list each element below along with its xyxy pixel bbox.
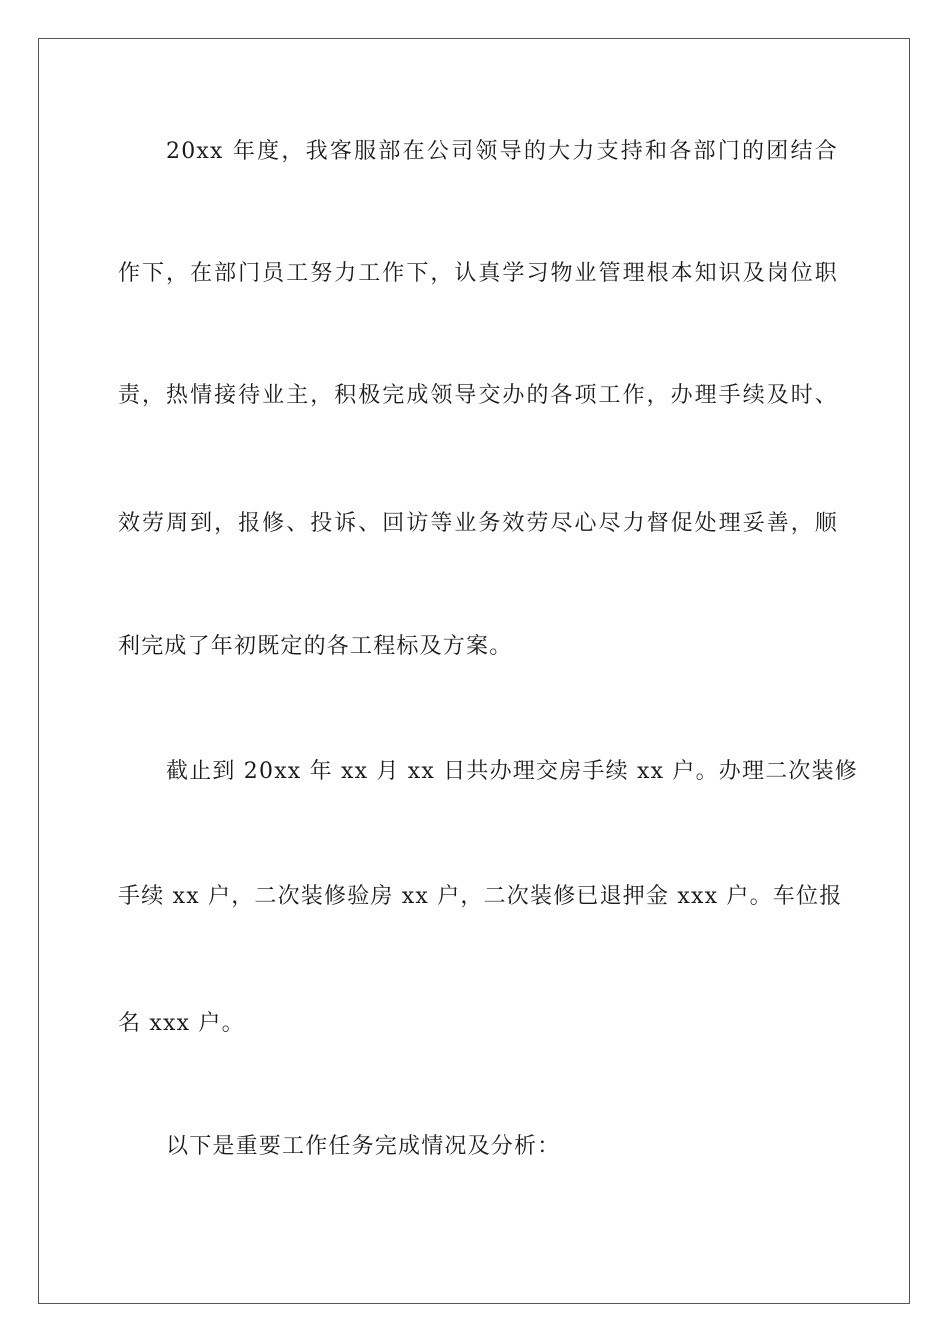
paragraph-2-line-2: 手续 xx 户，二次装修验房 xx 户，二次装修已退押金 xxx 户。车位报 bbox=[118, 884, 843, 909]
paragraph-2-line-3: 名 xxx 户。 bbox=[118, 1011, 245, 1036]
paragraph-1-line-1: 20xx 年度，我客服部在公司领导的大力支持和各部门的团结合 bbox=[166, 139, 838, 164]
paragraph-1-line-5: 利完成了年初既定的各工程标及方案。 bbox=[118, 634, 513, 659]
paragraph-1-line-3: 责，热情接待业主，积极完成领导交办的各项工作，办理手续及时、 bbox=[118, 383, 838, 408]
paragraph-3-line-1: 以下是重要工作任务完成情况及分析： bbox=[166, 1134, 561, 1159]
paragraph-1-line-2: 作下，在部门员工努力工作下，认真学习物业管理根本知识及岗位职 bbox=[118, 261, 838, 286]
paragraph-2-line-1: 截止到 20xx 年 xx 月 xx 日共办理交房手续 xx 户。办理二次装修 bbox=[166, 759, 858, 784]
page-border bbox=[38, 38, 910, 1304]
paragraph-1-line-4: 效劳周到，报修、投诉、回访等业务效劳尽心尽力督促处理妥善，顺 bbox=[118, 511, 838, 536]
